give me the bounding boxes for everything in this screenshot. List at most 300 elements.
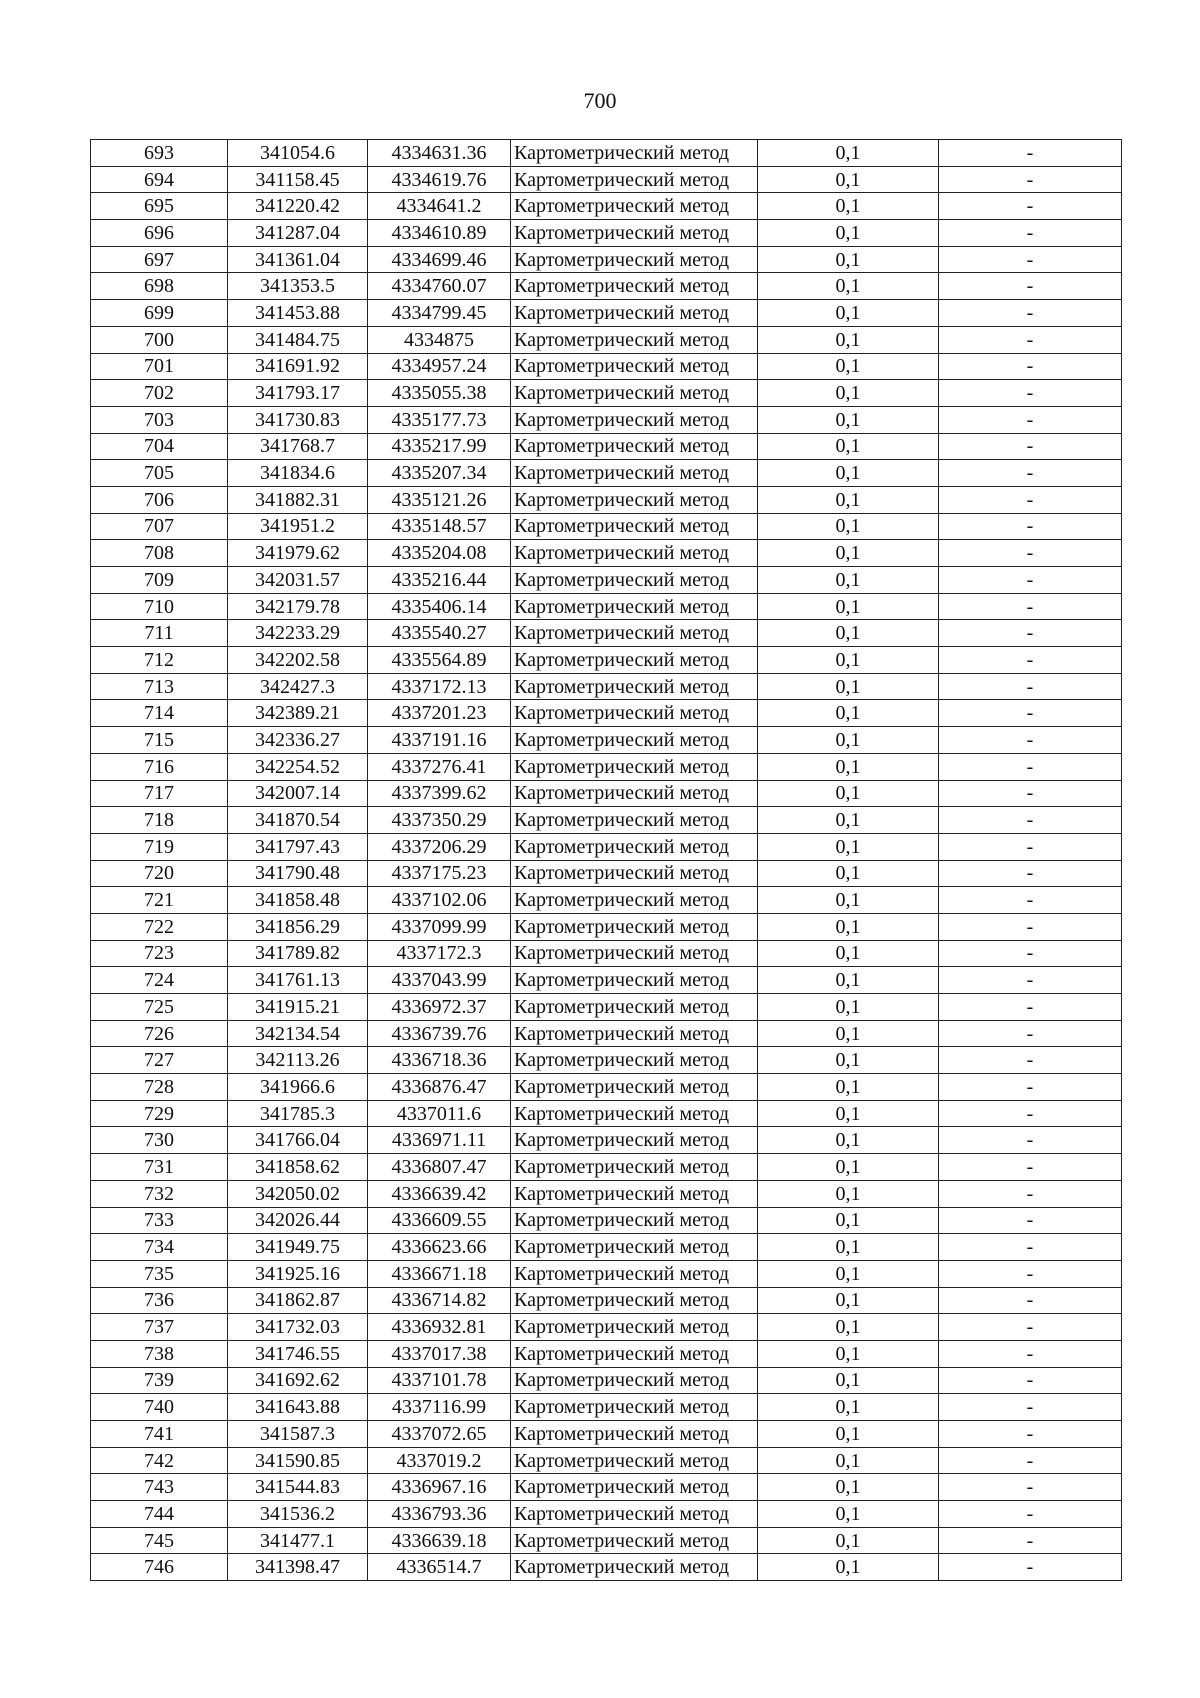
note-cell: - (939, 166, 1122, 193)
accuracy-cell: 0,1 (758, 1421, 939, 1448)
y-coordinate-cell: 4335204.08 (368, 540, 511, 567)
note-cell: - (939, 220, 1122, 247)
note-cell: - (939, 780, 1122, 807)
x-coordinate-cell: 341361.04 (228, 246, 368, 273)
y-coordinate-cell: 4336807.47 (368, 1154, 511, 1181)
y-coordinate-cell: 4337206.29 (368, 833, 511, 860)
note-cell: - (939, 380, 1122, 407)
point-number-cell: 716 (91, 753, 228, 780)
method-cell: Картометрический метод (511, 1447, 758, 1474)
y-coordinate-cell: 4336932.81 (368, 1314, 511, 1341)
point-number-cell: 739 (91, 1367, 228, 1394)
point-number-cell: 720 (91, 860, 228, 887)
point-number-cell: 735 (91, 1260, 228, 1287)
point-number-cell: 710 (91, 593, 228, 620)
y-coordinate-cell: 4336671.18 (368, 1260, 511, 1287)
x-coordinate-cell: 341477.1 (228, 1527, 368, 1554)
accuracy-cell: 0,1 (758, 727, 939, 754)
accuracy-cell: 0,1 (758, 1260, 939, 1287)
table-row (91, 1474, 1122, 1501)
x-coordinate-cell: 342336.27 (228, 727, 368, 754)
table-row (91, 326, 1122, 353)
y-coordinate-cell: 4337276.41 (368, 753, 511, 780)
method-cell: Картометрический метод (511, 1340, 758, 1367)
point-number-cell: 734 (91, 1234, 228, 1261)
x-coordinate-cell: 341925.16 (228, 1260, 368, 1287)
method-cell: Картометрический метод (511, 1154, 758, 1181)
table-row (91, 1340, 1122, 1367)
method-cell: Картометрический метод (511, 807, 758, 834)
note-cell: - (939, 1367, 1122, 1394)
y-coordinate-cell: 4334619.76 (368, 166, 511, 193)
accuracy-cell: 0,1 (758, 833, 939, 860)
method-cell: Картометрический метод (511, 700, 758, 727)
method-cell: Картометрический метод (511, 486, 758, 513)
y-coordinate-cell: 4337399.62 (368, 780, 511, 807)
accuracy-cell: 0,1 (758, 1340, 939, 1367)
method-cell: Картометрический метод (511, 1074, 758, 1101)
method-cell: Картометрический метод (511, 967, 758, 994)
note-cell: - (939, 1314, 1122, 1341)
note-cell: - (939, 1474, 1122, 1501)
x-coordinate-cell: 341789.82 (228, 940, 368, 967)
method-cell: Картометрический метод (511, 1100, 758, 1127)
accuracy-cell: 0,1 (758, 1047, 939, 1074)
x-coordinate-cell: 341587.3 (228, 1421, 368, 1448)
note-cell: - (939, 1207, 1122, 1234)
y-coordinate-cell: 4335207.34 (368, 460, 511, 487)
accuracy-cell: 0,1 (758, 913, 939, 940)
note-cell: - (939, 273, 1122, 300)
point-number-cell: 703 (91, 406, 228, 433)
note-cell: - (939, 700, 1122, 727)
x-coordinate-cell: 341768.7 (228, 433, 368, 460)
table-row (91, 140, 1122, 167)
accuracy-cell: 0,1 (758, 1180, 939, 1207)
table-row (91, 994, 1122, 1021)
note-cell: - (939, 673, 1122, 700)
x-coordinate-cell: 342179.78 (228, 593, 368, 620)
accuracy-cell: 0,1 (758, 246, 939, 273)
table-row (91, 887, 1122, 914)
table-row (91, 300, 1122, 327)
x-coordinate-cell: 341870.54 (228, 807, 368, 834)
x-coordinate-cell: 341834.6 (228, 460, 368, 487)
note-cell: - (939, 1047, 1122, 1074)
table-row (91, 700, 1122, 727)
note-cell: - (939, 540, 1122, 567)
note-cell: - (939, 460, 1122, 487)
x-coordinate-cell: 341692.62 (228, 1367, 368, 1394)
x-coordinate-cell: 341797.43 (228, 833, 368, 860)
accuracy-cell: 0,1 (758, 1367, 939, 1394)
point-number-cell: 728 (91, 1074, 228, 1101)
table-row (91, 620, 1122, 647)
accuracy-cell: 0,1 (758, 193, 939, 220)
note-cell: - (939, 1287, 1122, 1314)
x-coordinate-cell: 342007.14 (228, 780, 368, 807)
accuracy-cell: 0,1 (758, 486, 939, 513)
note-cell: - (939, 140, 1122, 167)
accuracy-cell: 0,1 (758, 300, 939, 327)
table-row (91, 1074, 1122, 1101)
table-row (91, 353, 1122, 380)
y-coordinate-cell: 4337072.65 (368, 1421, 511, 1448)
method-cell: Картометрический метод (511, 1501, 758, 1528)
x-coordinate-cell: 341544.83 (228, 1474, 368, 1501)
table-row (91, 1154, 1122, 1181)
point-number-cell: 743 (91, 1474, 228, 1501)
note-cell: - (939, 406, 1122, 433)
accuracy-cell: 0,1 (758, 994, 939, 1021)
coordinates-table (90, 139, 1122, 1581)
method-cell: Картометрический метод (511, 246, 758, 273)
note-cell: - (939, 620, 1122, 647)
point-number-cell: 741 (91, 1421, 228, 1448)
method-cell: Картометрический метод (511, 193, 758, 220)
method-cell: Картометрический метод (511, 753, 758, 780)
note-cell: - (939, 433, 1122, 460)
y-coordinate-cell: 4337043.99 (368, 967, 511, 994)
point-number-cell: 709 (91, 567, 228, 594)
table-row (91, 1554, 1122, 1581)
note-cell: - (939, 860, 1122, 887)
y-coordinate-cell: 4336971.11 (368, 1127, 511, 1154)
table-row (91, 753, 1122, 780)
point-number-cell: 722 (91, 913, 228, 940)
y-coordinate-cell: 4336639.18 (368, 1527, 511, 1554)
table-row (91, 273, 1122, 300)
y-coordinate-cell: 4335217.99 (368, 433, 511, 460)
x-coordinate-cell: 341484.75 (228, 326, 368, 353)
table-row (91, 567, 1122, 594)
method-cell: Картометрический метод (511, 1314, 758, 1341)
x-coordinate-cell: 341979.62 (228, 540, 368, 567)
table-row (91, 1287, 1122, 1314)
note-cell: - (939, 246, 1122, 273)
note-cell: - (939, 513, 1122, 540)
accuracy-cell: 0,1 (758, 860, 939, 887)
point-number-cell: 713 (91, 673, 228, 700)
accuracy-cell: 0,1 (758, 1154, 939, 1181)
x-coordinate-cell: 341054.6 (228, 140, 368, 167)
table-row (91, 1501, 1122, 1528)
x-coordinate-cell: 341949.75 (228, 1234, 368, 1261)
note-cell: - (939, 593, 1122, 620)
y-coordinate-cell: 4337011.6 (368, 1100, 511, 1127)
table-row (91, 1047, 1122, 1074)
table-row (91, 1234, 1122, 1261)
accuracy-cell: 0,1 (758, 567, 939, 594)
note-cell: - (939, 1501, 1122, 1528)
x-coordinate-cell: 341858.48 (228, 887, 368, 914)
x-coordinate-cell: 341287.04 (228, 220, 368, 247)
note-cell: - (939, 486, 1122, 513)
method-cell: Картометрический метод (511, 1394, 758, 1421)
y-coordinate-cell: 4337201.23 (368, 700, 511, 727)
y-coordinate-cell: 4337116.99 (368, 1394, 511, 1421)
table-row (91, 1367, 1122, 1394)
y-coordinate-cell: 4335216.44 (368, 567, 511, 594)
method-cell: Картометрический метод (511, 1020, 758, 1047)
table-row (91, 486, 1122, 513)
table-row (91, 460, 1122, 487)
method-cell: Картометрический метод (511, 620, 758, 647)
table-row (91, 593, 1122, 620)
x-coordinate-cell: 342050.02 (228, 1180, 368, 1207)
method-cell: Картометрический метод (511, 1554, 758, 1581)
method-cell: Картометрический метод (511, 1180, 758, 1207)
point-number-cell: 730 (91, 1127, 228, 1154)
point-number-cell: 715 (91, 727, 228, 754)
point-number-cell: 702 (91, 380, 228, 407)
accuracy-cell: 0,1 (758, 1127, 939, 1154)
x-coordinate-cell: 341966.6 (228, 1074, 368, 1101)
point-number-cell: 695 (91, 193, 228, 220)
accuracy-cell: 0,1 (758, 887, 939, 914)
x-coordinate-cell: 342026.44 (228, 1207, 368, 1234)
note-cell: - (939, 887, 1122, 914)
y-coordinate-cell: 4335564.89 (368, 647, 511, 674)
table-row (91, 967, 1122, 994)
table-row (91, 406, 1122, 433)
point-number-cell: 700 (91, 326, 228, 353)
accuracy-cell: 0,1 (758, 1020, 939, 1047)
x-coordinate-cell: 341862.87 (228, 1287, 368, 1314)
method-cell: Картометрический метод (511, 300, 758, 327)
method-cell: Картометрический метод (511, 780, 758, 807)
method-cell: Картометрический метод (511, 433, 758, 460)
x-coordinate-cell: 341790.48 (228, 860, 368, 887)
point-number-cell: 707 (91, 513, 228, 540)
table-row (91, 727, 1122, 754)
table-row (91, 833, 1122, 860)
x-coordinate-cell: 341453.88 (228, 300, 368, 327)
y-coordinate-cell: 4336623.66 (368, 1234, 511, 1261)
method-cell: Картометрический метод (511, 940, 758, 967)
note-cell: - (939, 193, 1122, 220)
table-row (91, 913, 1122, 940)
accuracy-cell: 0,1 (758, 620, 939, 647)
point-number-cell: 706 (91, 486, 228, 513)
accuracy-cell: 0,1 (758, 380, 939, 407)
table-row (91, 380, 1122, 407)
note-cell: - (939, 567, 1122, 594)
point-number-cell: 694 (91, 166, 228, 193)
note-cell: - (939, 1340, 1122, 1367)
y-coordinate-cell: 4336639.42 (368, 1180, 511, 1207)
method-cell: Картометрический метод (511, 593, 758, 620)
y-coordinate-cell: 4334799.45 (368, 300, 511, 327)
point-number-cell: 740 (91, 1394, 228, 1421)
x-coordinate-cell: 341590.85 (228, 1447, 368, 1474)
method-cell: Картометрический метод (511, 1260, 758, 1287)
point-number-cell: 733 (91, 1207, 228, 1234)
method-cell: Картометрический метод (511, 647, 758, 674)
point-number-cell: 696 (91, 220, 228, 247)
point-number-cell: 723 (91, 940, 228, 967)
point-number-cell: 721 (91, 887, 228, 914)
accuracy-cell: 0,1 (758, 673, 939, 700)
point-number-cell: 725 (91, 994, 228, 1021)
y-coordinate-cell: 4335055.38 (368, 380, 511, 407)
table-row (91, 1260, 1122, 1287)
accuracy-cell: 0,1 (758, 1314, 939, 1341)
table-row (91, 1314, 1122, 1341)
method-cell: Картометрический метод (511, 220, 758, 247)
x-coordinate-cell: 342389.21 (228, 700, 368, 727)
method-cell: Картометрический метод (511, 994, 758, 1021)
table-row (91, 1127, 1122, 1154)
method-cell: Картометрический метод (511, 326, 758, 353)
y-coordinate-cell: 4334641.2 (368, 193, 511, 220)
note-cell: - (939, 940, 1122, 967)
x-coordinate-cell: 342427.3 (228, 673, 368, 700)
accuracy-cell: 0,1 (758, 1527, 939, 1554)
accuracy-cell: 0,1 (758, 593, 939, 620)
table-row (91, 433, 1122, 460)
method-cell: Картометрический метод (511, 727, 758, 754)
x-coordinate-cell: 341793.17 (228, 380, 368, 407)
y-coordinate-cell: 4334610.89 (368, 220, 511, 247)
point-number-cell: 719 (91, 833, 228, 860)
note-cell: - (939, 1020, 1122, 1047)
method-cell: Картометрический метод (511, 1474, 758, 1501)
accuracy-cell: 0,1 (758, 273, 939, 300)
point-number-cell: 744 (91, 1501, 228, 1528)
x-coordinate-cell: 342134.54 (228, 1020, 368, 1047)
point-number-cell: 697 (91, 246, 228, 273)
point-number-cell: 746 (91, 1554, 228, 1581)
y-coordinate-cell: 4336609.55 (368, 1207, 511, 1234)
accuracy-cell: 0,1 (758, 406, 939, 433)
method-cell: Картометрический метод (511, 460, 758, 487)
x-coordinate-cell: 341398.47 (228, 1554, 368, 1581)
point-number-cell: 704 (91, 433, 228, 460)
note-cell: - (939, 1554, 1122, 1581)
y-coordinate-cell: 4336718.36 (368, 1047, 511, 1074)
y-coordinate-cell: 4337017.38 (368, 1340, 511, 1367)
x-coordinate-cell: 341353.5 (228, 273, 368, 300)
table-row (91, 1100, 1122, 1127)
y-coordinate-cell: 4336972.37 (368, 994, 511, 1021)
table-row (91, 246, 1122, 273)
point-number-cell: 705 (91, 460, 228, 487)
method-cell: Картометрический метод (511, 860, 758, 887)
x-coordinate-cell: 341856.29 (228, 913, 368, 940)
table-row (91, 673, 1122, 700)
x-coordinate-cell: 341951.2 (228, 513, 368, 540)
note-cell: - (939, 1100, 1122, 1127)
accuracy-cell: 0,1 (758, 700, 939, 727)
x-coordinate-cell: 341732.03 (228, 1314, 368, 1341)
note-cell: - (939, 1180, 1122, 1207)
point-number-cell: 714 (91, 700, 228, 727)
accuracy-cell: 0,1 (758, 433, 939, 460)
point-number-cell: 738 (91, 1340, 228, 1367)
accuracy-cell: 0,1 (758, 647, 939, 674)
method-cell: Картометрический метод (511, 540, 758, 567)
y-coordinate-cell: 4337191.16 (368, 727, 511, 754)
table-row (91, 1421, 1122, 1448)
accuracy-cell: 0,1 (758, 540, 939, 567)
method-cell: Картометрический метод (511, 380, 758, 407)
y-coordinate-cell: 4334957.24 (368, 353, 511, 380)
x-coordinate-cell: 341220.42 (228, 193, 368, 220)
y-coordinate-cell: 4337019.2 (368, 1447, 511, 1474)
method-cell: Картометрический метод (511, 913, 758, 940)
x-coordinate-cell: 341691.92 (228, 353, 368, 380)
note-cell: - (939, 994, 1122, 1021)
y-coordinate-cell: 4337172.13 (368, 673, 511, 700)
point-number-cell: 699 (91, 300, 228, 327)
method-cell: Картометрический метод (511, 833, 758, 860)
y-coordinate-cell: 4337175.23 (368, 860, 511, 887)
y-coordinate-cell: 4337172.3 (368, 940, 511, 967)
method-cell: Картометрический метод (511, 140, 758, 167)
page-number: 700 (583, 88, 617, 113)
method-cell: Картометрический метод (511, 513, 758, 540)
point-number-cell: 712 (91, 647, 228, 674)
y-coordinate-cell: 4334699.46 (368, 246, 511, 273)
note-cell: - (939, 967, 1122, 994)
point-number-cell: 736 (91, 1287, 228, 1314)
accuracy-cell: 0,1 (758, 1074, 939, 1101)
method-cell: Картометрический метод (511, 887, 758, 914)
point-number-cell: 718 (91, 807, 228, 834)
table-row (91, 1447, 1122, 1474)
accuracy-cell: 0,1 (758, 326, 939, 353)
method-cell: Картометрический метод (511, 1127, 758, 1154)
accuracy-cell: 0,1 (758, 1287, 939, 1314)
note-cell: - (939, 913, 1122, 940)
note-cell: - (939, 833, 1122, 860)
accuracy-cell: 0,1 (758, 1554, 939, 1581)
x-coordinate-cell: 341915.21 (228, 994, 368, 1021)
note-cell: - (939, 1447, 1122, 1474)
table-row (91, 807, 1122, 834)
point-number-cell: 698 (91, 273, 228, 300)
accuracy-cell: 0,1 (758, 353, 939, 380)
method-cell: Картометрический метод (511, 673, 758, 700)
y-coordinate-cell: 4335121.26 (368, 486, 511, 513)
method-cell: Картометрический метод (511, 353, 758, 380)
note-cell: - (939, 1421, 1122, 1448)
y-coordinate-cell: 4337102.06 (368, 887, 511, 914)
y-coordinate-cell: 4337350.29 (368, 807, 511, 834)
point-number-cell: 701 (91, 353, 228, 380)
x-coordinate-cell: 341785.3 (228, 1100, 368, 1127)
table-row (91, 193, 1122, 220)
accuracy-cell: 0,1 (758, 166, 939, 193)
y-coordinate-cell: 4335406.14 (368, 593, 511, 620)
method-cell: Картометрический метод (511, 273, 758, 300)
y-coordinate-cell: 4336739.76 (368, 1020, 511, 1047)
accuracy-cell: 0,1 (758, 1234, 939, 1261)
table-row (91, 166, 1122, 193)
x-coordinate-cell: 342113.26 (228, 1047, 368, 1074)
x-coordinate-cell: 342031.57 (228, 567, 368, 594)
x-coordinate-cell: 341858.62 (228, 1154, 368, 1181)
accuracy-cell: 0,1 (758, 460, 939, 487)
method-cell: Картометрический метод (511, 1287, 758, 1314)
x-coordinate-cell: 341643.88 (228, 1394, 368, 1421)
note-cell: - (939, 1260, 1122, 1287)
table-row (91, 220, 1122, 247)
accuracy-cell: 0,1 (758, 1447, 939, 1474)
method-cell: Картометрический метод (511, 406, 758, 433)
method-cell: Картометрический метод (511, 1421, 758, 1448)
